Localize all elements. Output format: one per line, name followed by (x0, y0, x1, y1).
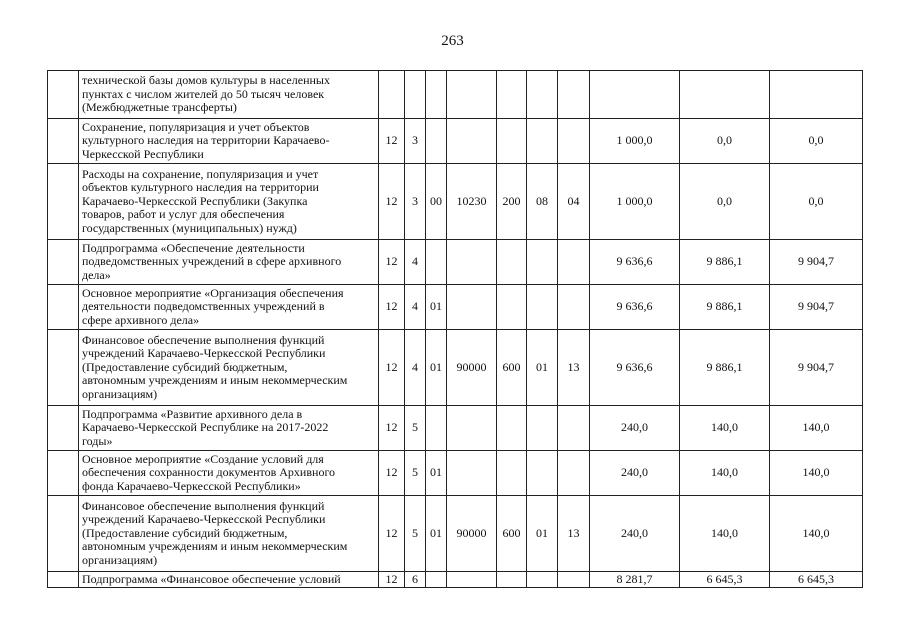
description-line: (Межбюджетные трансферты) (82, 100, 237, 115)
row-description (79, 330, 379, 406)
amount-cell-v3: 9 904,7 (770, 330, 863, 406)
table-row (48, 119, 863, 164)
description-line: Подпрограмма «Обеспечение деятельности (82, 240, 305, 255)
code-cell-c3 (426, 406, 447, 451)
code-cell-c7 (558, 71, 590, 119)
description-line: учреждений Карачаево-Черкесской Республики (82, 512, 326, 527)
description-line: Финансовое обеспечение выполнения функций (82, 498, 325, 513)
code-cell-c3: 01 (426, 451, 447, 496)
code-cell-c7: 13 (558, 496, 590, 572)
description-line: дела» (82, 267, 111, 282)
code-cell-c6: 01 (527, 330, 558, 406)
code-cell-c2: 4 (405, 285, 426, 330)
code-cell-c5 (497, 285, 527, 330)
description-line: товаров, работ и услуг для обеспечения (82, 207, 285, 222)
budget-table (47, 70, 863, 588)
code-cell-c5 (497, 572, 527, 588)
code-cell-c6: 01 (527, 496, 558, 572)
code-cell-c7 (558, 119, 590, 164)
amount-cell-v2 (680, 71, 770, 119)
code-cell-c3: 01 (426, 285, 447, 330)
amount-cell-v2: 0,0 (680, 119, 770, 164)
code-cell-c7 (558, 285, 590, 330)
table-row (48, 285, 863, 330)
row-description (79, 240, 379, 285)
amount-cell-v2: 9 886,1 (680, 330, 770, 406)
amount-cell-v2: 9 886,1 (680, 285, 770, 330)
code-cell-c2: 3 (405, 164, 426, 240)
description-line: Основное мероприятие «Создание условий для (82, 451, 324, 466)
code-cell-c5 (497, 451, 527, 496)
code-cell-c1: 12 (379, 406, 405, 451)
amount-cell-v3: 9 904,7 (770, 285, 863, 330)
code-cell-c7: 13 (558, 330, 590, 406)
description-line: объектов культурного наследия на территории (82, 180, 319, 195)
row-margin-cell (48, 285, 79, 330)
row-margin-cell (48, 119, 79, 164)
row-description (79, 496, 379, 572)
code-cell-c7 (558, 451, 590, 496)
code-cell-c2: 6 (405, 572, 426, 588)
description-line: пунктах с числом жителей до 50 тысяч человек (82, 86, 325, 101)
amount-cell-v1: 8 281,7 (590, 572, 680, 588)
row-margin-cell (48, 496, 79, 572)
amount-cell-v3: 140,0 (770, 406, 863, 451)
amount-cell-v1: 240,0 (590, 496, 680, 572)
code-cell-c5 (497, 119, 527, 164)
code-cell-c6 (527, 71, 558, 119)
description-line: автономным учреждениям и иным некоммерческим (82, 539, 348, 554)
amount-cell-v1: 1 000,0 (590, 164, 680, 240)
code-cell-c4 (447, 119, 497, 164)
code-cell-c6 (527, 119, 558, 164)
code-cell-c2: 5 (405, 406, 426, 451)
description-line: технической базы домов культуры в населенных (82, 73, 330, 88)
row-description (79, 285, 379, 330)
code-cell-c6 (527, 572, 558, 588)
code-cell-c5: 600 (497, 496, 527, 572)
table-row (48, 330, 863, 406)
row-description (79, 164, 379, 240)
code-cell-c2: 5 (405, 451, 426, 496)
code-cell-c5 (497, 240, 527, 285)
amount-cell-v2: 0,0 (680, 164, 770, 240)
code-cell-c4 (447, 406, 497, 451)
row-margin-cell (48, 451, 79, 496)
code-cell-c4: 90000 (447, 496, 497, 572)
amount-cell-v2: 6 645,3 (680, 572, 770, 588)
table-row (48, 572, 863, 588)
code-cell-c7 (558, 406, 590, 451)
amount-cell-v2: 9 886,1 (680, 240, 770, 285)
code-cell-c3 (426, 71, 447, 119)
code-cell-c4 (447, 451, 497, 496)
code-cell-c4 (447, 285, 497, 330)
code-cell-c6 (527, 406, 558, 451)
description-line: (Предоставление субсидий бюджетным, (82, 525, 288, 540)
amount-cell-v3: 0,0 (770, 164, 863, 240)
table-row (48, 164, 863, 240)
description-line: Расходы на сохранение, популяризация и учет (82, 166, 319, 181)
amount-cell-v3: 140,0 (770, 451, 863, 496)
table-row (48, 451, 863, 496)
code-cell-c1: 12 (379, 164, 405, 240)
row-description (79, 451, 379, 496)
code-cell-c1: 12 (379, 451, 405, 496)
amount-cell-v1: 9 636,6 (590, 285, 680, 330)
table-body (48, 71, 863, 588)
description-line: культурного наследия на территории Карачаево- (82, 133, 330, 148)
code-cell-c2: 3 (405, 119, 426, 164)
description-line: государственных (муниципальных) нужд) (82, 220, 297, 235)
code-cell-c1: 12 (379, 119, 405, 164)
description-line: годы» (82, 433, 113, 448)
description-line: Основное мероприятие «Организация обеспечения (82, 285, 344, 300)
code-cell-c2: 4 (405, 240, 426, 285)
description-line: Карачаево-Черкесской Республике на 2017-2022 (82, 420, 329, 435)
code-cell-c6 (527, 285, 558, 330)
table-row (48, 406, 863, 451)
table-row (48, 71, 863, 119)
amount-cell-v2: 140,0 (680, 451, 770, 496)
code-cell-c4 (447, 572, 497, 588)
code-cell-c6 (527, 240, 558, 285)
description-line: Подпрограмма «Финансовое обеспечение условий (82, 571, 341, 586)
code-cell-c7: 04 (558, 164, 590, 240)
code-cell-c2: 5 (405, 496, 426, 572)
code-cell-c1: 12 (379, 240, 405, 285)
amount-cell-v2: 140,0 (680, 406, 770, 451)
code-cell-c3: 01 (426, 496, 447, 572)
code-cell-c7 (558, 240, 590, 285)
row-margin-cell (48, 406, 79, 451)
description-line: Финансовое обеспечение выполнения функций (82, 332, 325, 347)
row-description (79, 119, 379, 164)
description-line: (Предоставление субсидий бюджетным, (82, 359, 288, 374)
code-cell-c2 (405, 71, 426, 119)
description-line: фонда Карачаево-Черкесской Республики» (82, 478, 301, 493)
row-description (79, 71, 379, 119)
amount-cell-v1: 9 636,6 (590, 330, 680, 406)
code-cell-c4: 90000 (447, 330, 497, 406)
description-line: сфере архивного дела» (82, 312, 200, 327)
code-cell-c1: 12 (379, 285, 405, 330)
code-cell-c4 (447, 71, 497, 119)
code-cell-c1 (379, 71, 405, 119)
description-line: организациям) (82, 552, 158, 567)
row-description (79, 572, 379, 588)
amount-cell-v1: 9 636,6 (590, 240, 680, 285)
row-margin-cell (48, 572, 79, 588)
code-cell-c1: 12 (379, 330, 405, 406)
code-cell-c3 (426, 240, 447, 285)
row-margin-cell (48, 71, 79, 119)
amount-cell-v1: 1 000,0 (590, 119, 680, 164)
code-cell-c5 (497, 406, 527, 451)
description-line: подведомственных учреждений в сфере архивного (82, 254, 342, 269)
amount-cell-v3 (770, 71, 863, 119)
code-cell-c6: 08 (527, 164, 558, 240)
row-margin-cell (48, 330, 79, 406)
amount-cell-v1 (590, 71, 680, 119)
code-cell-c1: 12 (379, 496, 405, 572)
description-line: организациям) (82, 386, 158, 401)
table-row (48, 496, 863, 572)
code-cell-c4: 10230 (447, 164, 497, 240)
code-cell-c4 (447, 240, 497, 285)
row-margin-cell (48, 240, 79, 285)
description-line: Подпрограмма «Развитие архивного дела в (82, 406, 303, 421)
amount-cell-v3: 6 645,3 (770, 572, 863, 588)
row-description (79, 406, 379, 451)
amount-cell-v3: 0,0 (770, 119, 863, 164)
description-line: Черкесской Республики (82, 146, 204, 161)
row-margin-cell (48, 164, 79, 240)
description-line: Сохранение, популяризация и учет объектов (82, 119, 310, 134)
amount-cell-v1: 240,0 (590, 406, 680, 451)
amount-cell-v1: 240,0 (590, 451, 680, 496)
code-cell-c3 (426, 572, 447, 588)
code-cell-c3: 01 (426, 330, 447, 406)
code-cell-c6 (527, 451, 558, 496)
description-line: Карачаево-Черкесской Республики (Закупка (82, 193, 308, 208)
code-cell-c5: 200 (497, 164, 527, 240)
amount-cell-v3: 9 904,7 (770, 240, 863, 285)
code-cell-c2: 4 (405, 330, 426, 406)
amount-cell-v2: 140,0 (680, 496, 770, 572)
description-line: автономным учреждениям и иным некоммерческим (82, 373, 348, 388)
page-number: 263 (441, 33, 464, 49)
code-cell-c7 (558, 572, 590, 588)
table-row (48, 240, 863, 285)
code-cell-c3 (426, 119, 447, 164)
description-line: обеспечения сохранности документов Архивного (82, 465, 336, 480)
code-cell-c1: 12 (379, 572, 405, 588)
description-line: деятельности подведомственных учреждений в (82, 299, 325, 314)
code-cell-c5: 600 (497, 330, 527, 406)
code-cell-c5 (497, 71, 527, 119)
amount-cell-v3: 140,0 (770, 496, 863, 572)
description-line: учреждений Карачаево-Черкесской Республики (82, 346, 326, 361)
code-cell-c3: 00 (426, 164, 447, 240)
